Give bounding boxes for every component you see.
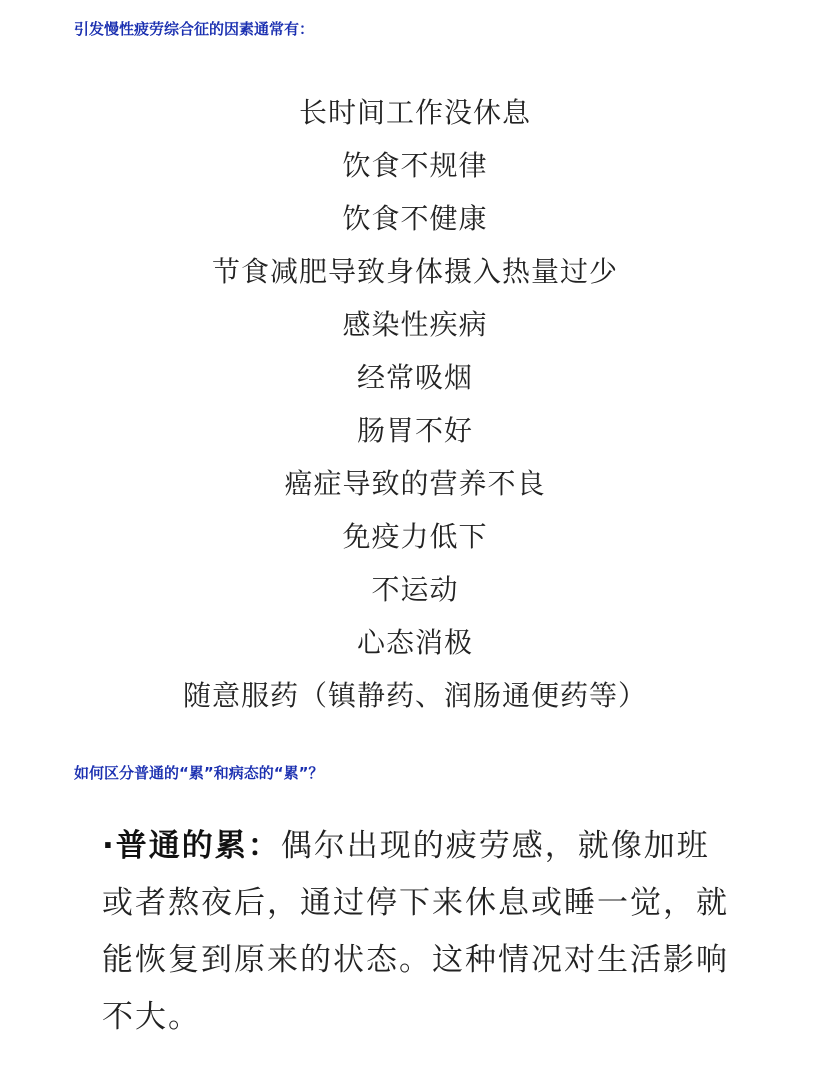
section-heading-causes: 引发慢性疲劳综合征的因素通常有： [74, 20, 315, 38]
list-item: 饮食不规律 [342, 149, 488, 182]
list-item: 不运动 [371, 573, 459, 606]
paragraph-normal-fatigue [102, 818, 742, 1046]
list-item: 免疫力低下 [342, 520, 488, 553]
paragraph-lead: ·普通的累： [102, 828, 281, 864]
section-heading-distinguish: 如何区分普通的“累”和病态的“累”？ [74, 764, 324, 782]
list-item: 随意服药（镇静药、润肠通便药等） [182, 679, 647, 712]
causes-list [0, 86, 830, 722]
list-item: 癌症导致的营养不良 [284, 467, 546, 500]
list-item: 肠胃不好 [356, 414, 473, 447]
list-item: 感染性疾病 [342, 308, 488, 341]
list-item: 饮食不健康 [342, 202, 488, 235]
paragraph-text: 偶尔出现的疲劳感，就像加班或者熬夜后，通过停下来休息或睡一觉，就能恢复到原来的状态。这种情况对生活影响不大。 [102, 828, 729, 1035]
list-item: 心态消极 [356, 626, 473, 659]
list-item: 经常吸烟 [356, 361, 473, 394]
list-item: 节食减肥导致身体摄入热量过少 [211, 255, 618, 288]
list-item: 长时间工作没休息 [298, 96, 531, 129]
